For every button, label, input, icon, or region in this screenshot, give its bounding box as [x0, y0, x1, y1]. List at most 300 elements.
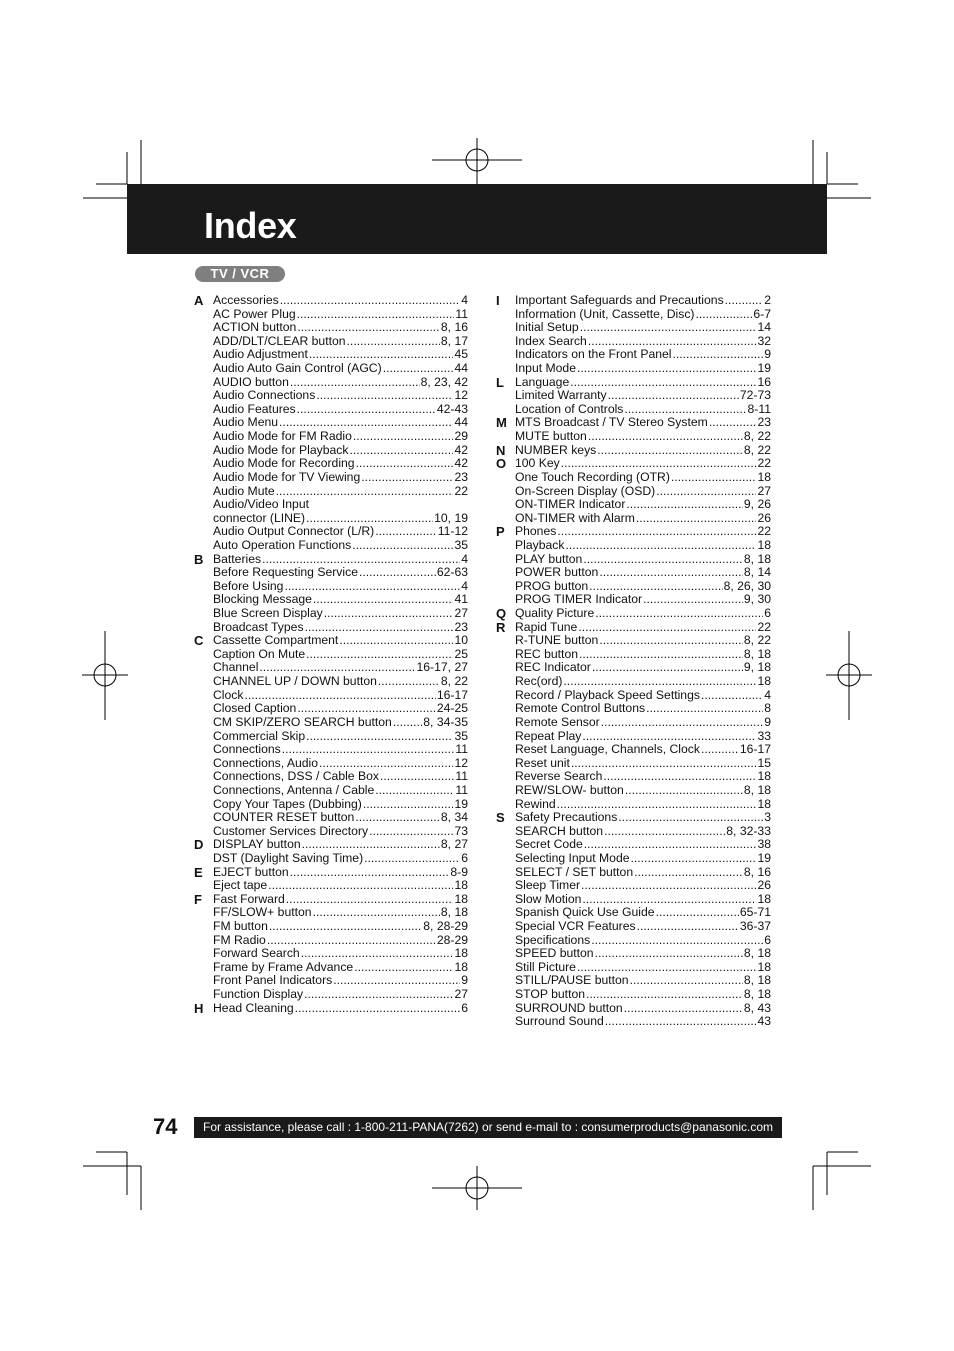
index-page-ref: 8, 17	[440, 333, 468, 348]
index-entry	[213, 321, 468, 335]
index-page-ref: 11	[455, 306, 468, 321]
index-term: REC Indicator	[515, 660, 591, 675]
dot-leader	[656, 485, 756, 499]
index-entry	[213, 389, 468, 403]
index-page-ref: 8, 34	[440, 810, 468, 825]
index-entry	[213, 348, 468, 362]
index-term: Audio/Video Input	[213, 497, 310, 512]
index-page-ref: 28-29	[436, 932, 468, 947]
index-row	[194, 348, 468, 362]
index-entry	[515, 743, 771, 757]
index-page-ref: 8, 14	[743, 565, 771, 580]
index-entry	[515, 730, 771, 744]
dot-leader	[671, 471, 757, 485]
index-entry	[515, 444, 771, 458]
dot-leader	[599, 634, 743, 648]
index-row	[496, 838, 771, 852]
index-page-ref: 22	[454, 483, 468, 498]
dot-leader	[634, 866, 743, 880]
index-page-ref: 4	[461, 293, 468, 307]
index-term: Closed Caption	[213, 701, 297, 716]
dot-leader	[709, 416, 757, 430]
index-row	[496, 607, 771, 621]
index-entry	[213, 607, 468, 621]
index-row	[194, 757, 468, 771]
index-row	[496, 416, 771, 430]
index-entry	[213, 770, 468, 784]
index-term: Index Search	[515, 333, 587, 348]
index-entry	[213, 866, 468, 880]
dot-leader	[582, 730, 756, 744]
index-entry	[515, 893, 771, 907]
index-term: connector (LINE)	[213, 510, 306, 525]
index-term: Indicators on the Front Panel	[515, 347, 672, 362]
index-entry	[515, 1002, 771, 1016]
dot-leader	[625, 784, 743, 798]
index-entry	[515, 784, 771, 798]
index-term: CHANNEL UP / DOWN button	[213, 674, 377, 689]
dot-leader	[383, 362, 454, 376]
index-row	[194, 607, 468, 621]
index-page-ref: 11	[455, 769, 468, 784]
index-term: Function Display	[213, 987, 304, 1002]
index-entry	[515, 348, 771, 362]
index-entry	[515, 757, 771, 771]
index-term: Copy Your Tapes (Dubbing)	[213, 796, 362, 811]
dot-leader	[584, 838, 757, 852]
index-term: DST (Daylight Saving Time)	[213, 850, 364, 865]
index-entry	[213, 974, 468, 988]
index-page-ref: 45	[454, 347, 468, 362]
index-entry	[213, 457, 468, 471]
dot-leader	[577, 362, 756, 376]
index-entry	[515, 553, 771, 567]
index-row	[194, 580, 468, 594]
index-page-ref: 8, 32-33	[726, 823, 771, 838]
index-entry	[515, 498, 771, 512]
index-page-ref: 36-37	[739, 919, 771, 934]
index-page-ref: 12	[454, 388, 468, 403]
index-term: Audio Mode for Recording	[213, 456, 355, 471]
index-row	[496, 539, 771, 553]
dot-leader	[378, 675, 440, 689]
index-row	[496, 934, 771, 948]
index-entry	[213, 784, 468, 798]
index-row	[496, 743, 771, 757]
index-row	[496, 825, 771, 839]
index-page-ref: 35	[454, 728, 468, 743]
index-entry	[213, 838, 468, 852]
index-term: ADD/DLT/CLEAR button	[213, 333, 346, 348]
index-term: Sleep Timer	[515, 878, 581, 893]
index-letter: A	[194, 293, 204, 308]
index-term: STILL/PAUSE button	[515, 973, 629, 988]
index-letter: M	[496, 415, 507, 431]
index-page-ref: 19	[757, 850, 771, 865]
index-page-ref: 8, 18	[743, 973, 771, 988]
index-row	[496, 1015, 771, 1029]
index-term: AC Power Plug	[213, 306, 296, 321]
index-page-ref: 44	[454, 361, 468, 376]
index-page-ref: 26	[757, 878, 771, 893]
index-entry	[515, 825, 771, 839]
index-row	[194, 961, 468, 975]
assistance-text: For assistance, please call : 1-800-211-PANA(7262) or send e-mail to : consumerproducts@panasonic.com	[202, 1120, 773, 1134]
index-entry	[515, 974, 771, 988]
index-row	[496, 784, 771, 798]
index-letter: R	[496, 619, 506, 635]
index-page-ref: 8, 22	[743, 429, 771, 444]
index-row	[496, 403, 771, 417]
index-row	[496, 757, 771, 771]
index-row	[194, 920, 468, 934]
index-entry	[515, 770, 771, 784]
index-entry	[515, 675, 771, 689]
dot-leader	[361, 471, 453, 485]
index-term: MTS Broadcast / TV Stereo System	[515, 415, 708, 430]
index-term: Head Cleaning	[213, 1000, 294, 1015]
index-term: ON-TIMER with Alarm	[515, 510, 635, 525]
index-page-ref: 12	[454, 755, 468, 770]
index-term: REW/SLOW- button	[515, 782, 624, 797]
index-page-ref: 18	[454, 891, 468, 906]
index-page-ref: 8, 27	[440, 837, 468, 852]
index-term: Accessories	[213, 293, 279, 307]
index-page-ref: 8, 26, 30	[723, 578, 771, 593]
index-entry	[515, 702, 771, 716]
index-row	[496, 974, 771, 988]
index-row	[496, 457, 771, 471]
index-row	[194, 770, 468, 784]
index-term: 100 Key	[515, 456, 560, 471]
index-term: Audio Connections	[213, 388, 316, 403]
index-row	[496, 485, 771, 499]
index-row	[496, 621, 771, 635]
index-row	[194, 621, 468, 635]
index-page-ref: 6	[461, 850, 468, 865]
index-term: ON-TIMER Indicator	[515, 497, 626, 512]
dot-leader	[588, 430, 743, 444]
section-badge: TV / VCR	[195, 266, 285, 282]
dot-leader	[297, 702, 435, 716]
index-entry	[213, 485, 468, 499]
dot-leader	[571, 757, 757, 771]
index-entry	[515, 661, 771, 675]
index-page-ref: 18	[757, 796, 771, 811]
index-entry	[213, 308, 468, 322]
dot-leader	[375, 784, 454, 798]
dot-leader	[695, 308, 752, 322]
index-term: Important Safeguards and Precautions	[515, 293, 724, 307]
page-number: 74	[153, 1114, 178, 1139]
dot-leader	[290, 376, 420, 390]
index-letter: I	[496, 293, 500, 308]
index-entry	[213, 716, 468, 730]
index-page-ref: 44	[454, 415, 468, 430]
index-entry	[213, 525, 468, 539]
index-page-ref: 18	[757, 674, 771, 689]
dot-leader	[353, 430, 454, 444]
index-row	[496, 689, 771, 703]
dot-leader	[605, 1015, 757, 1029]
index-entry	[515, 566, 771, 580]
index-page-ref: 8, 16	[440, 320, 468, 335]
index-term: Information (Unit, Cassette, Disc)	[515, 306, 695, 321]
index-page-ref: 14	[757, 320, 771, 335]
index-page-ref: 18	[757, 469, 771, 484]
index-term: Surround Sound	[515, 1014, 604, 1029]
index-entry	[213, 893, 468, 907]
index-page-ref: 19	[757, 361, 771, 376]
index-term: SPEED button	[515, 946, 594, 961]
index-entry	[213, 730, 468, 744]
index-entry	[515, 512, 771, 526]
index-row	[194, 974, 468, 988]
index-row	[496, 335, 771, 349]
dot-leader	[563, 675, 756, 689]
index-entry	[213, 335, 468, 349]
index-page-ref: 8, 18	[743, 551, 771, 566]
index-page-ref: 23	[454, 469, 468, 484]
index-entry	[213, 580, 468, 594]
index-term: Audio Mode for TV Viewing	[213, 469, 361, 484]
index-term: Audio Adjustment	[213, 347, 308, 362]
index-term: Quality Picture	[515, 606, 595, 621]
index-row	[496, 430, 771, 444]
index-entry	[213, 961, 468, 975]
index-row	[496, 798, 771, 812]
index-row	[194, 471, 468, 485]
index-term: Rapid Tune	[515, 619, 578, 634]
index-term: SELECT / SET button	[515, 864, 634, 879]
index-page-ref: 9	[764, 714, 771, 729]
index-row	[194, 784, 468, 798]
index-letter: F	[194, 891, 202, 907]
dot-leader	[626, 498, 743, 512]
index-term: Customer Services Directory	[213, 823, 369, 838]
index-term: Special VCR Features	[515, 919, 636, 934]
index-term: EJECT button	[213, 864, 289, 879]
index-term: Audio Mode for Playback	[213, 442, 349, 457]
index-row	[496, 308, 771, 322]
dot-leader	[268, 879, 453, 893]
index-page-ref: 9, 18	[743, 660, 771, 675]
index-row	[496, 879, 771, 893]
dot-leader	[347, 335, 440, 349]
index-page-ref: 27	[454, 987, 468, 1002]
index-term: Remote Control Buttons	[515, 701, 646, 716]
index-page-ref: 8, 43	[743, 1000, 771, 1015]
index-term: One Touch Recording (OTR)	[515, 469, 670, 484]
dot-leader	[282, 743, 455, 757]
index-row	[496, 389, 771, 403]
dot-leader	[631, 852, 757, 866]
index-term: Connections, Antenna / Cable	[213, 782, 375, 797]
dot-leader	[295, 1002, 461, 1016]
index-term: COUNTER RESET button	[213, 810, 355, 825]
index-term: Phones	[515, 524, 557, 539]
index-term: Audio Mode for FM Radio	[213, 429, 352, 444]
dot-leader	[599, 566, 743, 580]
dot-leader	[624, 1002, 743, 1016]
index-entry	[515, 471, 771, 485]
index-entry	[213, 376, 468, 390]
dot-leader	[557, 525, 756, 539]
index-page-ref: 18	[757, 891, 771, 906]
index-entry	[213, 539, 468, 553]
index-term: Forward Search	[213, 946, 300, 961]
index-term: Remote Sensor	[515, 714, 600, 729]
index-term: Audio Auto Gain Control (AGC)	[213, 361, 382, 376]
index-term: Connections	[213, 742, 281, 757]
index-entry	[515, 362, 771, 376]
index-page-ref: 11	[455, 742, 468, 757]
index-page-ref: 72-73	[739, 388, 771, 403]
index-page-ref: 8, 22	[743, 442, 771, 457]
dot-leader	[701, 689, 763, 703]
index-row	[496, 593, 771, 607]
dot-leader	[305, 621, 454, 635]
index-letter: H	[194, 1000, 204, 1016]
index-term: Still Picture	[515, 959, 576, 974]
dot-leader	[309, 348, 454, 362]
index-term: Initial Setup	[515, 320, 579, 335]
index-term: Cassette Compartment	[213, 633, 339, 648]
index-entry	[515, 838, 771, 852]
dot-leader	[316, 389, 453, 403]
index-page-ref: 10, 19	[434, 510, 468, 525]
index-row	[496, 321, 771, 335]
index-entry	[213, 702, 468, 716]
index-page-ref: 8-9	[450, 864, 468, 879]
dot-leader	[302, 838, 440, 852]
index-row	[194, 675, 468, 689]
index-entry	[213, 294, 468, 308]
index-page-ref: 15	[757, 755, 771, 770]
index-term: SURROUND button	[515, 1000, 623, 1015]
index-entry	[515, 798, 771, 812]
index-term: Auto Operation Functions	[213, 537, 352, 552]
index-page-ref: 8, 18	[743, 646, 771, 661]
index-page-ref: 42	[454, 456, 468, 471]
header-bar	[127, 184, 827, 254]
index-row	[194, 906, 468, 920]
index-row	[194, 798, 468, 812]
index-page-ref: 8	[764, 701, 771, 716]
index-entry	[515, 485, 771, 499]
index-row	[194, 1002, 468, 1016]
index-row	[194, 634, 468, 648]
index-page-ref: 18	[757, 959, 771, 974]
index-letter: L	[496, 374, 504, 390]
dot-leader	[591, 934, 763, 948]
index-entry	[213, 988, 468, 1002]
index-row	[496, 811, 771, 825]
dot-leader	[297, 321, 440, 335]
index-entry	[515, 1015, 771, 1029]
dot-leader	[359, 566, 436, 580]
index-term: Secret Code	[515, 837, 583, 852]
index-page-ref: 9	[461, 973, 468, 988]
index-term: PLAY button	[515, 551, 583, 566]
dot-leader	[592, 661, 743, 675]
index-row	[496, 580, 771, 594]
index-page-ref: 23	[757, 415, 771, 430]
index-row	[496, 988, 771, 1002]
index-row	[496, 634, 771, 648]
index-term: Selecting Input Mode	[515, 850, 630, 865]
index-row	[496, 675, 771, 689]
index-term: Batteries	[213, 551, 262, 566]
index-page-ref: 22	[757, 524, 771, 539]
index-row	[496, 525, 771, 539]
index-term: REC button	[515, 646, 579, 661]
index-entry	[515, 525, 771, 539]
index-row	[194, 512, 468, 526]
index-entry	[515, 621, 771, 635]
dot-leader	[324, 607, 454, 621]
index-term: Before Using	[213, 578, 284, 593]
dot-leader	[364, 852, 460, 866]
dot-leader	[306, 730, 453, 744]
index-entry	[213, 825, 468, 839]
index-row	[194, 525, 468, 539]
index-page-ref: 6	[461, 1000, 468, 1015]
index-entry	[213, 689, 468, 703]
dot-leader	[304, 988, 453, 1002]
dot-leader	[582, 893, 756, 907]
index-entry	[515, 403, 771, 417]
index-entry	[213, 553, 468, 567]
index-page-ref: 24-25	[436, 701, 468, 716]
page-title: Index	[204, 205, 297, 246]
dot-leader	[701, 743, 739, 757]
index-page-ref: 38	[757, 837, 771, 852]
index-row	[496, 362, 771, 376]
index-page-ref: 4	[461, 551, 468, 566]
index-term: Rec(ord)	[515, 674, 563, 689]
index-row	[496, 866, 771, 880]
index-page-ref: 73	[454, 823, 468, 838]
index-entry	[213, 934, 468, 948]
dot-leader	[586, 988, 743, 1002]
dot-leader	[380, 770, 454, 784]
dot-leader	[267, 934, 436, 948]
dot-leader	[290, 866, 450, 880]
index-term: Spanish Quick Use Guide	[515, 905, 655, 920]
dot-leader	[646, 702, 763, 716]
index-entry	[515, 457, 771, 471]
index-term: Playback	[515, 537, 565, 552]
index-page-ref: 4	[461, 578, 468, 593]
index-entry	[213, 634, 468, 648]
index-entry	[213, 471, 468, 485]
index-entry	[515, 607, 771, 621]
index-entry	[515, 811, 771, 825]
index-term: Frame by Frame Advance	[213, 959, 354, 974]
index-row	[496, 294, 771, 308]
index-row	[194, 498, 468, 512]
index-row	[496, 893, 771, 907]
index-page-ref: 16	[757, 374, 771, 389]
index-row	[496, 553, 771, 567]
dot-leader	[369, 825, 453, 839]
index-term: Reset unit	[515, 755, 570, 770]
index-entry	[213, 675, 468, 689]
index-page-ref: 25	[454, 646, 468, 661]
index-row	[496, 730, 771, 744]
index-entry	[213, 621, 468, 635]
